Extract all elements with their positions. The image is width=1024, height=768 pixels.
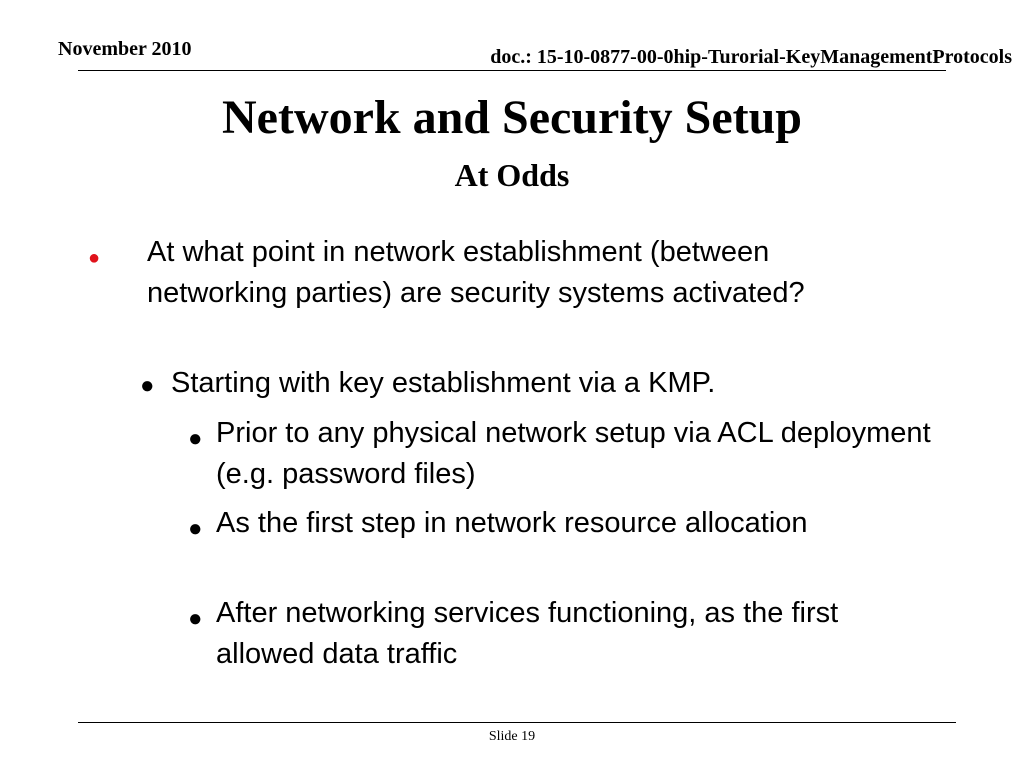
header-doc-id: doc.: 15-10-0877-00-0hip-Turorial-KeyManagementProtocols: [490, 46, 1012, 68]
slide-title: Network and Security Setup: [221, 91, 802, 144]
bullet-marker-level1: ●: [88, 247, 101, 269]
bullet-item-level3: After networking services functioning, as the first allowed data traffic: [216, 597, 839, 670]
bullet-item-level3: Prior to any physical network setup via ACL deployment (e.g. password files): [216, 417, 931, 490]
header-date: November 2010: [58, 38, 192, 60]
bullet-item-level1: At what point in network establishment (between networking parties) are security systems activated?: [147, 236, 805, 309]
bullet-item-level3: As the first step in network resource allocation: [216, 507, 808, 539]
footer-rule: [78, 722, 956, 723]
slide-subtitle: At Odds: [454, 157, 570, 193]
header-rule: [78, 70, 946, 71]
bullet-marker-level3: ●: [188, 515, 203, 542]
slide-number: Slide 19: [488, 729, 536, 744]
bullet-item-level2: Starting with key establishment via a KMP.: [171, 367, 716, 399]
bullet-marker-level3: ●: [188, 425, 203, 452]
bullet-marker-level3: ●: [188, 605, 203, 632]
bullet-marker-level2: ●: [140, 372, 155, 399]
